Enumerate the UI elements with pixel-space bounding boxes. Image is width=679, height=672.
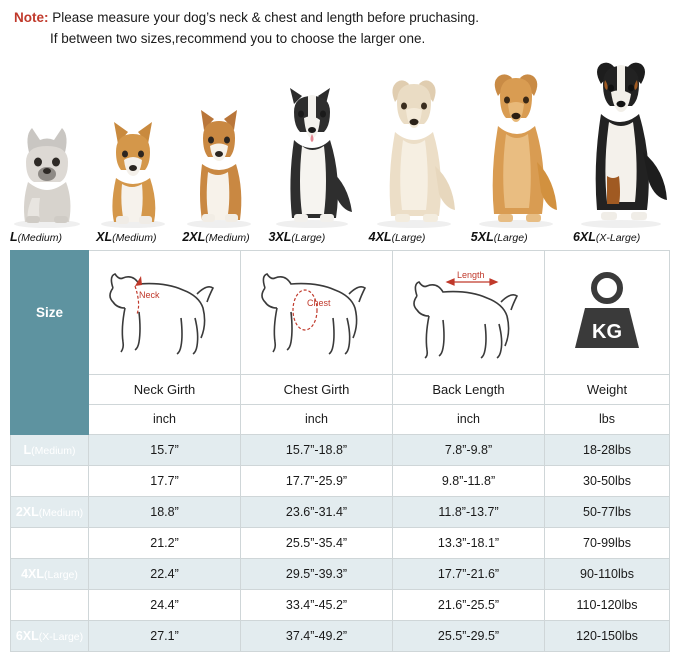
cell-chest: 25.5”-35.4”	[241, 527, 393, 558]
dog-image-labrador	[471, 66, 561, 228]
dog-label-2xl: 2XL(Medium)	[182, 229, 250, 244]
cell-chest: 15.7”-18.8”	[241, 434, 393, 465]
dog-image-french-bulldog	[10, 116, 84, 228]
row-size-6xl	[11, 620, 89, 651]
dog-image-border-collie	[268, 78, 356, 228]
cell-chest: 37.4”-49.2”	[241, 620, 393, 651]
row-size-l	[11, 434, 89, 465]
dog-image-bernese-mountain-dog	[573, 56, 669, 228]
unit-chest: inch	[241, 404, 393, 434]
dog-image-corgi	[96, 108, 170, 228]
table-row	[11, 589, 670, 620]
cell-back: 21.6”-25.5”	[393, 589, 545, 620]
dog-item-6xl	[573, 56, 669, 244]
row-size-paren: (Large)	[44, 537, 78, 550]
row-size-text: L	[23, 442, 32, 457]
cell-back: 17.7”-21.6”	[393, 558, 545, 589]
cell-chest: 29.5”-39.3”	[241, 558, 393, 589]
dog-size-illustration-row	[10, 54, 669, 244]
dog-item-5xl	[471, 66, 561, 244]
table-row	[11, 465, 670, 496]
weight-diagram-cell	[545, 250, 670, 374]
kg-text: KG	[592, 321, 622, 344]
cell-neck: 21.2”	[89, 527, 241, 558]
dog-label-l: L(Medium)	[10, 229, 62, 244]
back-length-diagram-cell	[393, 250, 545, 374]
table-row	[11, 527, 670, 558]
weight-kg-icon	[567, 262, 647, 362]
cell-chest: 23.6”-31.4”	[241, 496, 393, 527]
dog-label-3xl: 3XL(Large)	[268, 229, 326, 244]
note-line-1	[14, 8, 665, 29]
dog-label-4xl: 4XL(Large)	[368, 229, 426, 244]
col-title-weight: Weight	[545, 374, 670, 404]
cell-weight: 50-77lbs	[545, 496, 670, 527]
length-label-text: Length	[456, 270, 485, 281]
dog-item-2xl	[182, 100, 256, 244]
dog-label-xl: XL(Medium)	[96, 229, 157, 244]
cell-neck: 18.8”	[89, 496, 241, 527]
note-line-2: If between two sizes,recommend you to choose the larger one.	[50, 30, 426, 46]
row-size-2xl	[11, 496, 89, 527]
dog-item-3xl	[268, 78, 356, 244]
cell-back: 25.5”-29.5”	[393, 620, 545, 651]
cell-chest: 17.7”-25.9”	[241, 465, 393, 496]
unit-weight: lbs	[545, 404, 670, 434]
table-row	[11, 620, 670, 651]
row-size-paren: (Large)	[44, 568, 78, 581]
dog-label-6xl: 6XL(X-Large)	[572, 229, 641, 244]
dog-outline-chest-icon	[247, 262, 387, 362]
cell-neck: 24.4”	[89, 589, 241, 620]
cell-neck: 27.1”	[89, 620, 241, 651]
col-title-chest: Chest Girth	[241, 374, 393, 404]
col-title-neck: Neck Girth	[89, 374, 241, 404]
note-block	[0, 0, 679, 52]
row-size-text: 2XL	[15, 504, 39, 519]
dog-outline-length-icon	[399, 262, 539, 362]
cell-neck: 17.7”	[89, 465, 241, 496]
cell-back: 9.8”-11.8”	[393, 465, 545, 496]
row-size-paren: (Medium)	[38, 506, 84, 519]
row-size-3xl	[11, 527, 89, 558]
table-column-title-row	[11, 374, 670, 404]
table-unit-row	[11, 404, 670, 434]
row-size-paren: (Large)	[44, 599, 78, 612]
dog-item-xl	[96, 108, 170, 244]
chest-diagram-cell	[241, 250, 393, 374]
table-row	[11, 496, 670, 527]
unit-neck: inch	[89, 404, 241, 434]
row-size-text: 5XL	[21, 597, 45, 612]
dog-image-golden-retriever	[369, 70, 459, 228]
dog-item-4xl	[369, 70, 459, 244]
row-size-paren: (Medium)	[35, 475, 80, 488]
cell-chest: 33.4”-45.2”	[241, 589, 393, 620]
size-col-spacer-2	[11, 404, 89, 434]
cell-neck: 15.7”	[89, 434, 241, 465]
row-size-text: 3XL	[21, 535, 45, 550]
cell-back: 7.8”-9.8”	[393, 434, 545, 465]
table-row	[11, 434, 670, 465]
dog-item-l	[10, 116, 84, 244]
row-size-text: 4XL	[21, 566, 45, 581]
size-column-header: Size	[11, 250, 89, 374]
row-size-4xl	[11, 558, 89, 589]
cell-weight: 120-150lbs	[545, 620, 670, 651]
cell-weight: 18-28lbs	[545, 434, 670, 465]
cell-back: 13.3”-18.1”	[393, 527, 545, 558]
row-size-5xl	[11, 589, 89, 620]
table-row	[11, 558, 670, 589]
dog-label-5xl: 5XL(Large)	[470, 229, 528, 244]
size-chart-table	[10, 250, 670, 652]
cell-weight: 90-110lbs	[545, 558, 670, 589]
neck-label-text: Neck	[138, 290, 160, 301]
chest-label-text: Chest	[306, 298, 331, 309]
cell-weight: 110-120lbs	[545, 589, 670, 620]
row-size-text: 6XL	[15, 628, 39, 643]
dog-outline-neck-icon	[95, 262, 235, 362]
size-col-spacer	[11, 374, 89, 404]
cell-weight: 70-99lbs	[545, 527, 670, 558]
cell-back: 11.8”-13.7”	[393, 496, 545, 527]
note-text-1: Please measure your dog’s neck & chest and length before pruchasing.	[48, 10, 480, 25]
table-diagram-row	[11, 250, 670, 374]
unit-back: inch	[393, 404, 545, 434]
row-size-xl	[11, 465, 89, 496]
cell-neck: 22.4”	[89, 558, 241, 589]
dog-image-shiba-inu	[182, 100, 256, 228]
row-size-text: XL	[19, 473, 36, 488]
note-label: Note:	[14, 10, 49, 25]
row-size-paren: (X-Large)	[38, 630, 84, 643]
col-title-back: Back Length	[393, 374, 545, 404]
row-size-paren: (Medium)	[31, 444, 76, 457]
neck-diagram-cell	[89, 250, 241, 374]
cell-weight: 30-50lbs	[545, 465, 670, 496]
